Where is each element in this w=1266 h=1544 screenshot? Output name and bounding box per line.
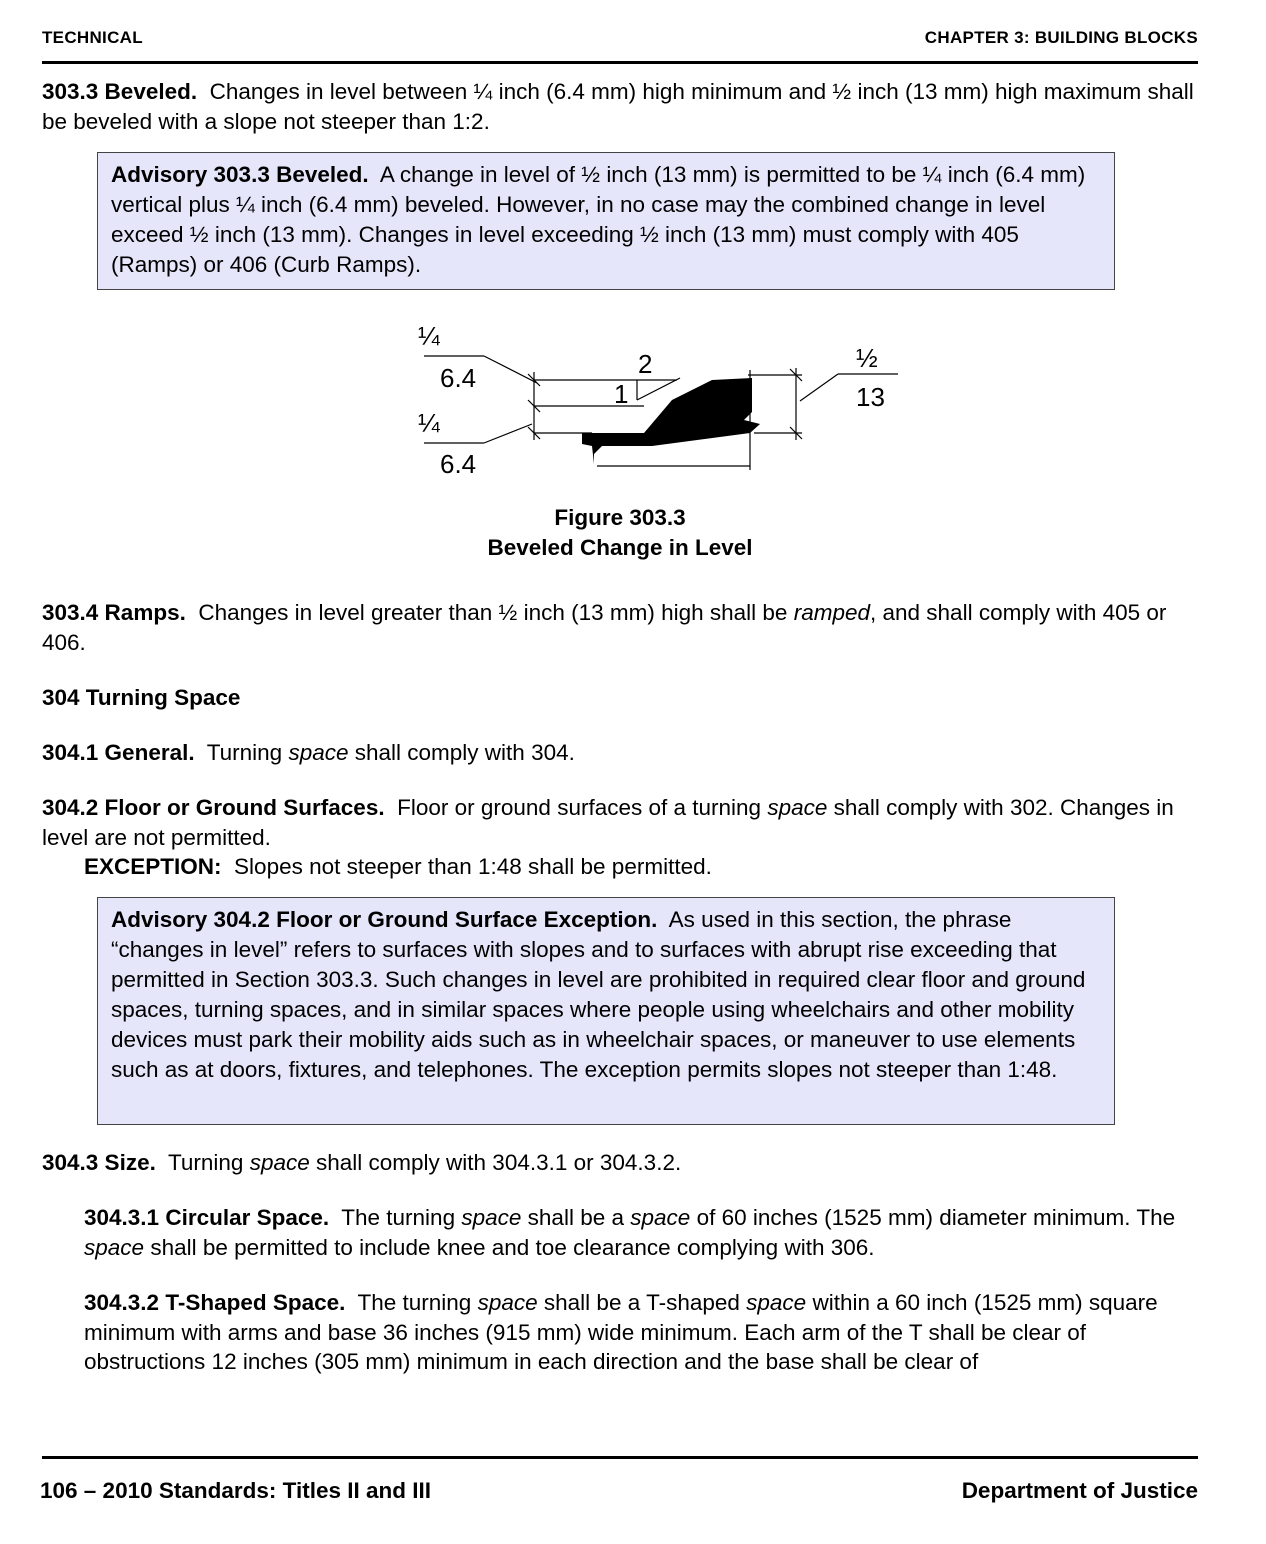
section-304-3-title: 304.3 Size. [42,1150,156,1175]
section-303-4 [42,598,1198,657]
section-304-2-text-after: shall comply with 302. Changes in level are not permitted. [42,795,1174,850]
section-304-3-1-t3: of 60 inches (1525 mm) diameter minimum. The [696,1205,1176,1230]
section-303-3-text: Changes in level between ¼ inch (6.4 mm) high minimum and ½ inch (13 mm) high maximum shall be beveled with a slope not steeper than 1:2. [42,79,1194,134]
section-304-3-1 [84,1203,1198,1262]
section-304-3-2-term2: space [746,1290,807,1315]
section-304-3-1-term2: space [630,1205,691,1230]
figure-slope-run: 2 [638,349,653,379]
exception-text: Slopes not steeper than 1:48 shall be permitted. [234,854,712,879]
figure-caption [42,503,1198,562]
running-header-left: TECHNICAL [42,28,143,47]
figure-label-right-mm: 13 [856,382,885,412]
advisory-304-2-text: As used in this section, the phrase “changes in level” refers to surfaces with slopes and to surfaces with abrupt rise exceeding that permitted in Section 303.3. Such changes in level are prohibited in required clear floor and ground spaces, turning spaces, and in similar spaces where people using wheelchairs and other mobility devices must park their mobility aids such as in wheelchair spaces, or maneuver to use elements such as at doors, fixtures, and telephones. The exception permits slopes not steeper than 1:48. [111,907,1086,1082]
section-304-3-term: space [249,1150,310,1175]
section-304-heading: 304 Turning Space [42,685,241,710]
figure-caption-number: Figure 303.3 [554,505,686,530]
exception-label: EXCEPTION: [84,854,222,879]
section-304-3-2-term1: space [477,1290,538,1315]
advisory-304-2 [97,897,1115,1125]
header-rule [42,61,1198,64]
advisory-303-3-text: A change in level of ½ inch (13 mm) is permitted to be ¼ inch (6.4 mm) vertical plus ¼ inch (6.4 mm) beveled. However, in no case may the combined change in level exceed ½ inch (13 mm). Changes in level exceeding ½ inch (13 mm) must comply with 405 (Ramps) or 406 (Curb Ramps). [111,162,1086,277]
advisory-303-3-title: Advisory 303.3 Beveled. [111,162,369,187]
figure-slope-rise: 1 [614,379,629,409]
section-304-1-text-after: shall comply with 304. [354,740,575,765]
section-304-3-text-after: shall comply with 304.3.1 or 304.3.2. [316,1150,682,1175]
section-303-4-title: 303.4 Ramps. [42,600,186,625]
figure-label-top-frac: ¼ [418,321,440,351]
section-304-2 [42,793,1198,852]
section-303-4-term: ramped [793,600,870,625]
section-304-2-exception [84,852,1198,882]
section-303-4-text-before: Changes in level greater than ½ inch (13 mm) high shall be [198,600,788,625]
section-304-3-1-t1: The turning [341,1205,456,1230]
section-304-3-2-t3: within a 60 inch (1525 mm) square minimum with arms and base 36 inches (915 mm) wide minimum. Each arm of the T shall be clear of obstructions 12 inches (305 mm) minimum in each direction and the base shall be clear of [84,1290,1158,1374]
section-303-4-text-after: , and shall comply with 405 or 406. [42,600,1167,655]
figure-label-mid-frac: ¼ [418,408,440,438]
footer-right: Department of Justice [961,1478,1198,1503]
section-304-1-term: space [288,740,349,765]
figure-label-right-frac: ½ [856,343,878,373]
advisory-303-3 [97,152,1115,290]
section-304-2-term: space [767,795,828,820]
figure-303-3-diagram [382,300,885,485]
section-304-3-text-before: Turning [167,1150,244,1175]
section-304-1-title: 304.1 General. [42,740,195,765]
section-304-3-2-title: 304.3.2 T-Shaped Space. [84,1290,346,1315]
section-304-3-1-t4: shall be permitted to include knee and toe clearance complying with 306. [150,1234,875,1260]
section-304-3-1-t2: shall be a [527,1205,624,1230]
section-304-3-2-t1: The turning [357,1290,472,1315]
section-304-3-2-t2: shall be a T-shaped [543,1290,740,1315]
advisory-304-2-title: Advisory 304.2 Floor or Ground Surface Exception. [111,907,658,932]
section-304-1 [42,738,1198,768]
section-304-3-1-title: 304.3.1 Circular Space. [84,1205,330,1230]
section-304-3-2 [84,1288,1198,1377]
figure-label-top-mm: 6.4 [440,363,477,393]
figure-label-mid-mm: 6.4 [440,449,477,479]
figure-caption-title: Beveled Change in Level [487,534,753,560]
section-304-3-1-term1: space [461,1205,522,1230]
section-304-3-1-term3: space [84,1234,145,1260]
section-303-3-title: 303.3 Beveled. [42,79,198,104]
footer-rule [42,1456,1198,1459]
section-304-1-text-before: Turning [206,740,283,765]
section-304-3 [42,1148,1198,1178]
section-304-2-title: 304.2 Floor or Ground Surfaces. [42,795,385,820]
figure-bevel-profile [582,378,760,464]
section-303-3 [42,77,1198,136]
footer-left: 106 – 2010 Standards: Titles II and III [40,1478,432,1503]
section-304-2-text-before: Floor or ground surfaces of a turning [397,795,762,820]
running-header-right: CHAPTER 3: BUILDING BLOCKS [924,28,1198,47]
